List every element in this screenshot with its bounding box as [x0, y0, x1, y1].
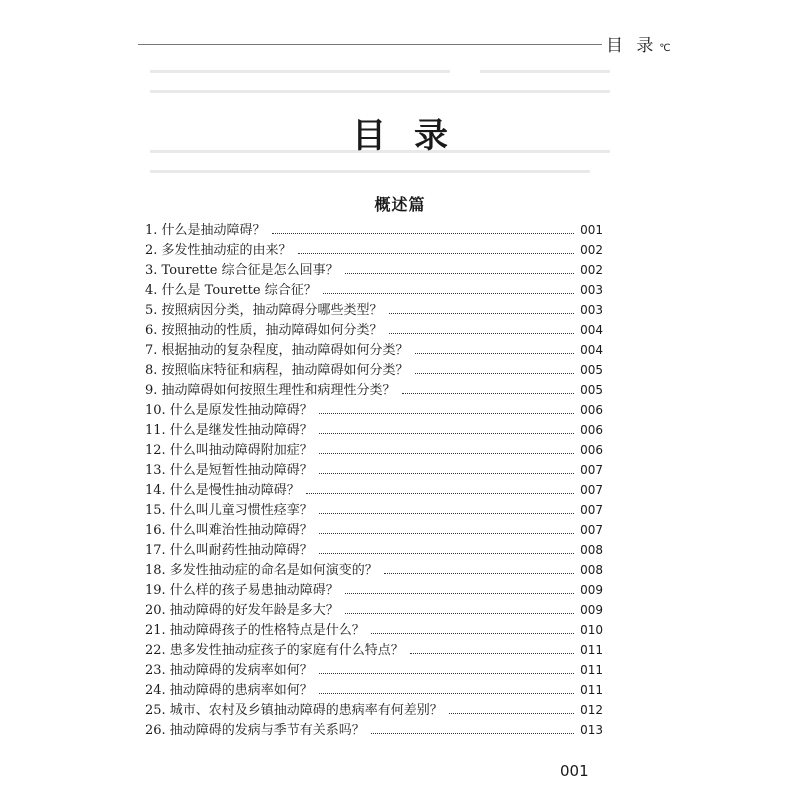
toc-entry-text: 1. 什么是抽动障碍？	[145, 223, 266, 238]
toc-entry	[145, 600, 603, 620]
toc-leader	[319, 421, 574, 434]
toc-entry-text: 15. 什么叫儿童习惯性痉挛？	[145, 503, 313, 518]
toc-entry-page: 012	[580, 703, 603, 717]
toc-entry-text: 24. 抽动障碍的患病率如何？	[145, 683, 313, 698]
toc-leader	[415, 341, 575, 354]
toc-leader	[415, 361, 575, 374]
toc-entry	[145, 440, 603, 460]
bleed-through	[150, 70, 450, 73]
toc-entry	[145, 420, 603, 440]
toc-entry-page: 002	[580, 243, 603, 257]
toc-entry-page: 003	[580, 303, 603, 317]
toc-leader	[389, 301, 575, 314]
toc-entry-page: 006	[580, 423, 603, 437]
toc-entry	[145, 560, 603, 580]
toc-entry-text: 12. 什么叫抽动障碍附加症？	[145, 443, 313, 458]
toc-entry-page: 003	[580, 283, 603, 297]
toc-entry-page: 009	[580, 603, 603, 617]
toc-leader	[319, 441, 574, 454]
toc-entry	[145, 500, 603, 520]
toc-entry-page: 007	[580, 503, 603, 517]
running-header-title: 目 录	[606, 36, 658, 56]
toc-entry-text: 18. 多发性抽动症的命名是如何演变的？	[145, 563, 378, 578]
toc-entry	[145, 400, 603, 420]
toc-leader	[272, 221, 575, 234]
toc-entry-text: 20. 抽动障碍的好发年龄是多大？	[145, 603, 339, 618]
page-title: 目录	[352, 116, 476, 156]
toc-entry-text: 16. 什么叫难治性抽动障碍？	[145, 523, 313, 538]
toc-leader	[319, 401, 574, 414]
running-header	[606, 31, 671, 56]
toc-leader	[410, 641, 574, 654]
bleed-through	[150, 170, 590, 173]
toc-entry	[145, 380, 603, 400]
toc-entry	[145, 220, 603, 240]
bleed-through	[150, 90, 610, 93]
toc-entry-text: 19. 什么样的孩子易患抽动障碍？	[145, 583, 339, 598]
toc-entry-text: 26. 抽动障碍的发病与季节有关系吗？	[145, 723, 365, 738]
toc-entry-text: 7. 根据抽动的复杂程度，抽动障碍如何分类？	[145, 343, 409, 358]
toc-entry	[145, 700, 603, 720]
toc-leader	[449, 701, 574, 714]
toc-entry	[145, 460, 603, 480]
toc-entry	[145, 320, 603, 340]
toc-leader	[345, 601, 574, 614]
toc-entry-text: 21. 抽动障碍孩子的性格特点是什么？	[145, 623, 365, 638]
toc-entry-page: 004	[580, 343, 603, 357]
toc-entry	[145, 660, 603, 680]
running-header-mark: ℃	[659, 43, 671, 54]
toc-entry-text: 14. 什么是慢性抽动障碍？	[145, 483, 300, 498]
toc-entry-text: 9. 抽动障碍如何按照生理性和病理性分类？	[145, 383, 396, 398]
toc-entry	[145, 520, 603, 540]
toc-leader	[319, 661, 574, 674]
toc-leader	[371, 621, 574, 634]
toc-entry-text: 11. 什么是继发性抽动障碍？	[145, 423, 313, 438]
toc-leader	[371, 721, 574, 734]
toc-entry-page: 007	[580, 463, 603, 477]
toc-leader	[323, 281, 574, 294]
toc-entry	[145, 720, 603, 740]
toc-entry	[145, 300, 603, 320]
toc-entry-page: 011	[580, 663, 603, 677]
toc-leader	[319, 541, 574, 554]
toc-entry-page: 006	[580, 443, 603, 457]
toc-entry-text: 2. 多发性抽动症的由来？	[145, 243, 292, 258]
toc-leader	[306, 481, 574, 494]
toc-entry-text: 13. 什么是短暂性抽动障碍？	[145, 463, 313, 478]
toc-entry-text: 8. 按照临床特征和病程，抽动障碍如何分类？	[145, 363, 409, 378]
toc-entry-page: 008	[580, 563, 603, 577]
toc-leader	[345, 581, 574, 594]
toc-entry	[145, 580, 603, 600]
toc-entry	[145, 480, 603, 500]
toc-entry	[145, 340, 603, 360]
toc-entry-page: 011	[580, 643, 603, 657]
toc-entry	[145, 540, 603, 560]
toc-leader	[389, 321, 575, 334]
toc-entry-page: 007	[580, 523, 603, 537]
header-rule	[138, 44, 602, 45]
toc-entry-page: 006	[580, 403, 603, 417]
toc-entry-page: 013	[580, 723, 603, 737]
toc-leader	[319, 521, 574, 534]
toc-entry	[145, 280, 603, 300]
toc-entry-text: 10. 什么是原发性抽动障碍？	[145, 403, 313, 418]
toc-entry-text: 4. 什么是 Tourette 综合征？	[145, 283, 317, 298]
toc-leader	[319, 681, 574, 694]
toc-entry-page: 005	[580, 383, 603, 397]
toc-leader	[319, 461, 574, 474]
toc-leader	[384, 561, 574, 574]
toc-entry	[145, 640, 603, 660]
toc-entry	[145, 260, 603, 280]
toc-entry	[145, 680, 603, 700]
toc-entry-page: 007	[580, 483, 603, 497]
toc-entry-text: 6. 按照抽动的性质，抽动障碍如何分类？	[145, 323, 383, 338]
toc-list	[145, 220, 603, 740]
bleed-through	[480, 70, 610, 73]
toc-leader	[402, 381, 575, 394]
toc-entry-page: 011	[580, 683, 603, 697]
toc-entry-text: 3. Tourette 综合征是怎么回事？	[145, 263, 339, 278]
toc-entry-page: 001	[580, 223, 603, 237]
toc-entry-page: 005	[580, 363, 603, 377]
toc-leader	[345, 261, 575, 274]
toc-entry	[145, 620, 603, 640]
toc-entry-page: 002	[580, 263, 603, 277]
toc-entry-page: 009	[580, 583, 603, 597]
toc-entry-page: 008	[580, 543, 603, 557]
toc-entry-text: 5. 按照病因分类，抽动障碍分哪些类型？	[145, 303, 383, 318]
toc-entry	[145, 360, 603, 380]
page-number: 001	[560, 762, 589, 780]
toc-entry	[145, 240, 603, 260]
toc-leader	[319, 501, 574, 514]
toc-entry-text: 25. 城市、农村及乡镇抽动障碍的患病率有何差别？	[145, 703, 443, 718]
toc-entry-text: 22. 患多发性抽动症孩子的家庭有什么特点？	[145, 643, 404, 658]
toc-entry-page: 004	[580, 323, 603, 337]
toc-entry-text: 17. 什么叫耐药性抽动障碍？	[145, 543, 313, 558]
section-title: 概述篇	[374, 195, 426, 214]
toc-leader	[298, 241, 575, 254]
toc-entry-page: 010	[580, 623, 603, 637]
toc-entry-text: 23. 抽动障碍的发病率如何？	[145, 663, 313, 678]
